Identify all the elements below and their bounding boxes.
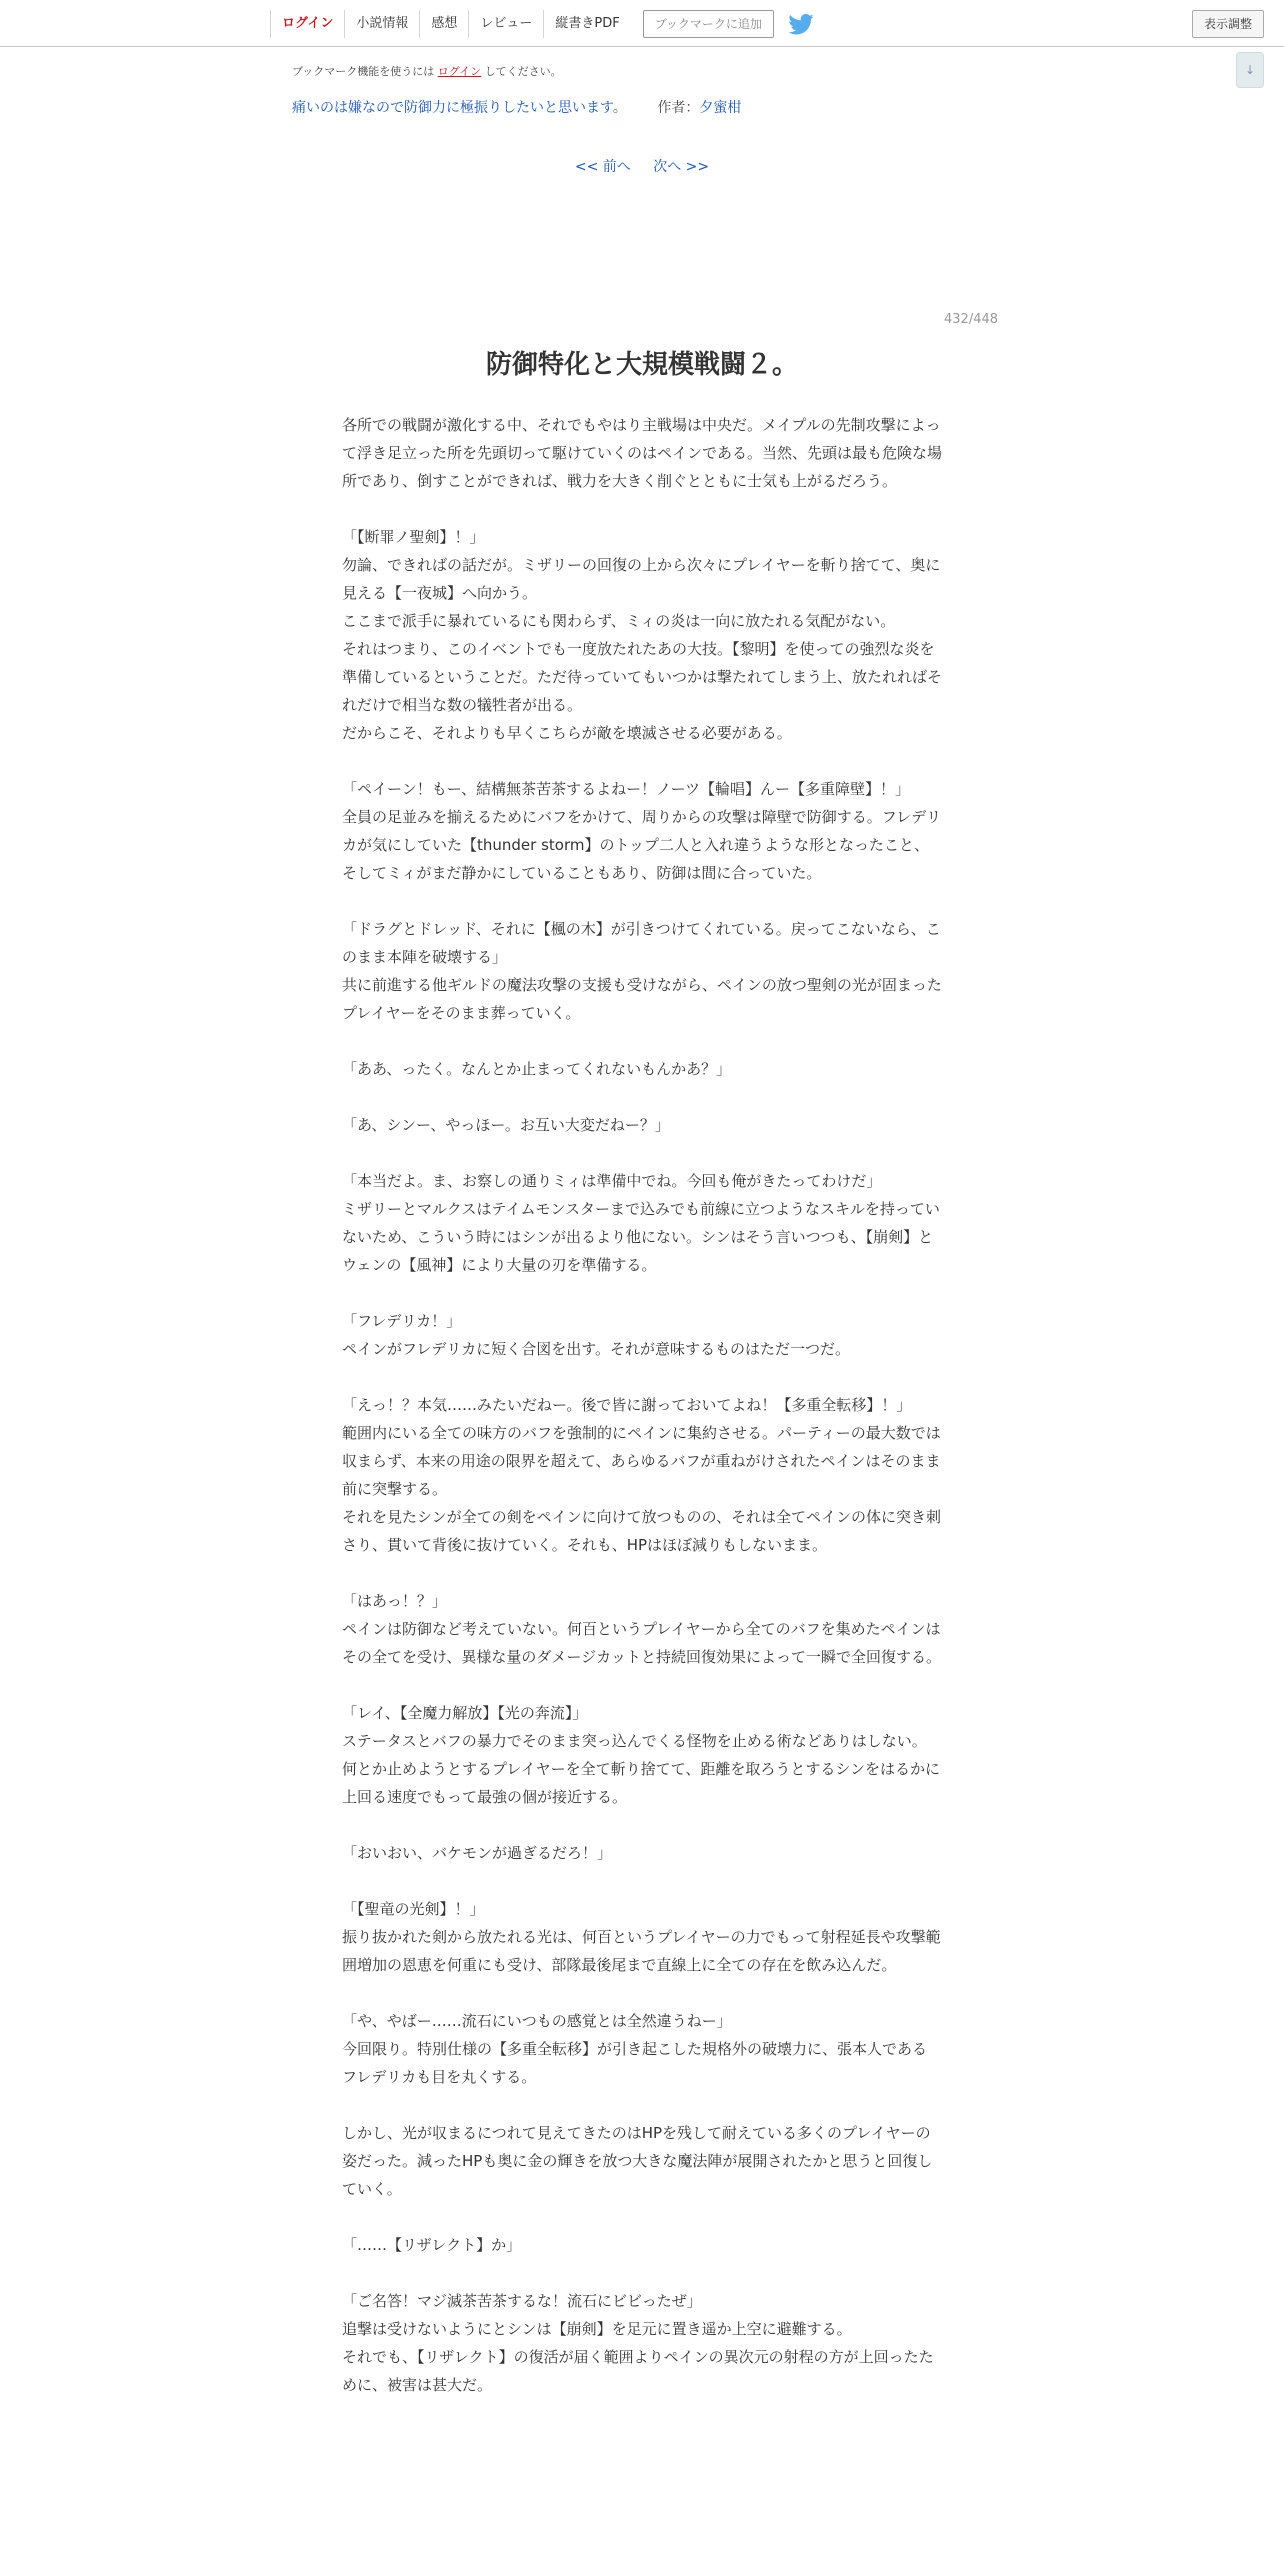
- body-paragraph: それでも、【リザレクト】の復活が届く範囲よりペインの異次元の射程の方が上回ったために、被害は甚大だ。: [342, 2348, 934, 2394]
- body-paragraph: しかし、光が収まるにつれて見えてきたのはHPを残して耐えている多くのプレイヤーの姿だった。減ったHPも奥に金の輝きを放つ大きな魔法陣が展開されたかと思うと回復していく。: [342, 2124, 933, 2198]
- body-paragraph: 「はあっ！？」: [342, 1592, 447, 1610]
- body-paragraph: 勿論、できればの話だが。ミザリーの回復の上から次々にプレイヤーを斬り捨てて、奥に見える【一夜城】へ向かう。: [342, 556, 941, 602]
- body-paragraph: ミザリーとマルクスはテイムモンスターまで込みでも前線に立つようなスキルを持っていないため、こういう時にはシンが出るより他にない。シンはそう言いつつも、【崩剣】とウェンの【風神】により大量の刃を準備する。: [342, 1200, 940, 1274]
- series-title-link[interactable]: 痛いのは嫌なので防御力に極振りしたいと思います。: [292, 100, 627, 116]
- body-paragraph: [342, 495, 942, 523]
- body-paragraph: 「本当だよ。ま、お察しの通りミィは準備中でね。今回も俺がきたってわけだ」: [342, 1172, 882, 1190]
- twitter-icon[interactable]: [788, 13, 814, 35]
- body-paragraph: ここまで派手に暴れているにも関わらず、ミィの炎は一向に放たれる気配がない。: [342, 612, 896, 630]
- body-paragraph: それを見たシンが全ての剣をペインに向けて放つものの、それは全てペインの体に突き刺さり、貫いて背後に抜けていく。それも、HPはほぼ減りもしないまま。: [342, 1508, 942, 1554]
- body-paragraph: [342, 1979, 942, 2007]
- body-paragraph: 何とか止めようとするプレイヤーを全て斬り捨てて、距離を取ろうとするシンをはるかに上回る速度でもって最強の個が接近する。: [342, 1760, 940, 1806]
- add-bookmark-button[interactable]: ブックマークに追加: [643, 10, 774, 38]
- novel-info-link[interactable]: 小説情報: [344, 10, 419, 38]
- bookmark-note-before: ブックマーク機能を使うには: [292, 65, 435, 78]
- body-paragraph: [342, 747, 942, 775]
- author-label: 作者：: [657, 100, 700, 116]
- bookmark-note-after: してください。: [484, 65, 562, 78]
- body-paragraph: 「ペイーン！もー、結構無茶苦茶するよねー！ノーツ【輪唱】んー【多重障壁】！」: [342, 780, 911, 798]
- body-paragraph: [342, 1363, 942, 1391]
- body-paragraph: [342, 1279, 942, 1307]
- body-paragraph: 「ご名答！マジ滅茶苦茶するな！流石にビビったぜ」: [342, 2292, 702, 2310]
- body-paragraph: 「【聖竜の光剣】！」: [342, 1900, 485, 1918]
- body-paragraph: [342, 1083, 942, 1111]
- body-paragraph: 「レイ、【全魔力解放】【光の奔流】」: [342, 1704, 588, 1722]
- body-paragraph: 「あ、シンー、やっほー。お互い大変だねー？」: [342, 1116, 670, 1134]
- body-paragraph: 範囲内にいる全ての味方のバフを強制的にペインに集約させる。パーティーの最大数では収まらず、本来の用途の限界を超えて、あらゆるバフが重ねがけされたペインはそのまま前に突撃する。: [342, 1424, 941, 1498]
- review-link[interactable]: レビュー: [468, 10, 543, 38]
- body-paragraph: 「フレデリカ！」: [342, 1312, 462, 1330]
- body-paragraph: [342, 2259, 942, 2287]
- login-link[interactable]: ログイン: [270, 10, 344, 38]
- bookmark-login-note: [292, 63, 562, 79]
- body-paragraph: だからこそ、それよりも早くこちらが敵を壊滅させる必要がある。: [342, 724, 792, 742]
- body-paragraph: ペインがフレデリカに短く合図を出す。それが意味するものはただ一つだ。: [342, 1340, 851, 1358]
- impressions-link[interactable]: 感想: [419, 10, 468, 38]
- body-paragraph: 振り抜かれた剣から放たれる光は、何百というプレイヤーの力でもって射程延長や攻撃範囲増加の恩恵を何重にも受け、部隊最後尾まで直線上に全ての存在を飲み込んだ。: [342, 1928, 941, 1974]
- body-paragraph: [342, 2091, 942, 2119]
- body-paragraph: 共に前進する他ギルドの魔法攻撃の支援も受けながら、ペインの放つ聖剣の光が固まったプレイヤーをそのまま葬っていく。: [342, 976, 942, 1022]
- chapter-pager: [0, 156, 1284, 176]
- novel-body: [342, 411, 942, 2399]
- body-paragraph: [342, 1027, 942, 1055]
- body-paragraph: 「や、やばー……流石にいつもの感覚とは全然違うねー」: [342, 2012, 732, 2030]
- body-paragraph: 「ああ、ったく。なんとか止まってくれないもんかあ？」: [342, 1060, 732, 1078]
- body-paragraph: [342, 1867, 942, 1895]
- next-chapter-link[interactable]: 次へ >>: [653, 159, 710, 175]
- body-paragraph: [342, 887, 942, 915]
- body-paragraph: [342, 2203, 942, 2231]
- body-paragraph: 「えっ！？本気……みたいだねー。後で皆に謝っておいてよね！【多重全転移】！」: [342, 1396, 912, 1414]
- body-paragraph: 全員の足並みを揃えるためにバフをかけて、周りからの攻撃は障壁で防御する。フレデリカが気にしていた【thunder storm】のトップ二人と入れ違うような形となったこと、そしてミィがまだ静かにしていることもあり、防御は間に合っていた。: [342, 808, 942, 882]
- body-paragraph: ステータスとバフの暴力でそのまま突っ込んでくる怪物を止める術などありはしない。: [342, 1732, 927, 1750]
- body-paragraph: それはつまり、このイベントでも一度放たれたあの大技。【黎明】を使っての強烈な炎を準備しているということだ。ただ待っていてもいつかは撃たれてしまう上、放たれればそれだけで相当な数の犠牲者が出る。: [342, 640, 943, 714]
- body-paragraph: 「……【リザレクト】か」: [342, 2236, 522, 2254]
- chapter-title: 防御特化と大規模戦闘２。: [485, 350, 798, 380]
- prev-chapter-link[interactable]: << 前へ: [574, 159, 631, 175]
- body-paragraph: [342, 1671, 942, 1699]
- body-paragraph: ペインは防御など考えていない。何百というプレイヤーから全てのバフを集めたペインはその全てを受け、異様な量のダメージカットと持続回復効果によって一瞬で全回復する。: [342, 1620, 941, 1666]
- menu: [270, 8, 814, 40]
- body-paragraph: [342, 1559, 942, 1587]
- scroll-down-button[interactable]: ↓: [1236, 52, 1264, 88]
- body-paragraph: 今回限り。特別仕様の【多重全転移】が引き起こした規格外の破壊力に、張本人であるフレデリカも目を丸くする。: [342, 2040, 928, 2086]
- body-paragraph: [342, 1811, 942, 1839]
- body-paragraph: 追撃は受けないようにとシンは【崩剣】を足元に置き遥か上空に避難する。: [342, 2320, 852, 2338]
- series-info: [292, 97, 741, 117]
- body-paragraph: 「おいおい、バケモンが過ぎるだろ！」: [342, 1844, 613, 1862]
- top-navigation-bar: [0, 0, 1284, 47]
- chapter-number: 432/448: [944, 312, 999, 327]
- body-paragraph: [342, 1139, 942, 1167]
- body-paragraph: 「ドラグとドレッド、それに【楓の木】が引きつけてくれている。戻ってこないなら、このまま本陣を破壊する」: [342, 920, 941, 966]
- author-link[interactable]: 夕蜜柑: [699, 100, 742, 116]
- body-paragraph: 「【断罪ノ聖剣】！」: [342, 528, 485, 546]
- vertical-pdf-link[interactable]: 縦書きPDF: [543, 10, 630, 38]
- display-settings-button[interactable]: 表示調整: [1192, 10, 1264, 38]
- body-paragraph: 各所での戦闘が激化する中、それでもやはり主戦場は中央だ。メイプルの先制攻撃によって浮き足立った所を先頭切って駆けていくのはペインである。当然、先頭は最も危険な場所であり、倒すことができれば、戦力を大きく削ぐとともに士気も上がるだろう。: [342, 416, 943, 490]
- bookmark-note-login-link[interactable]: ログイン: [437, 65, 482, 78]
